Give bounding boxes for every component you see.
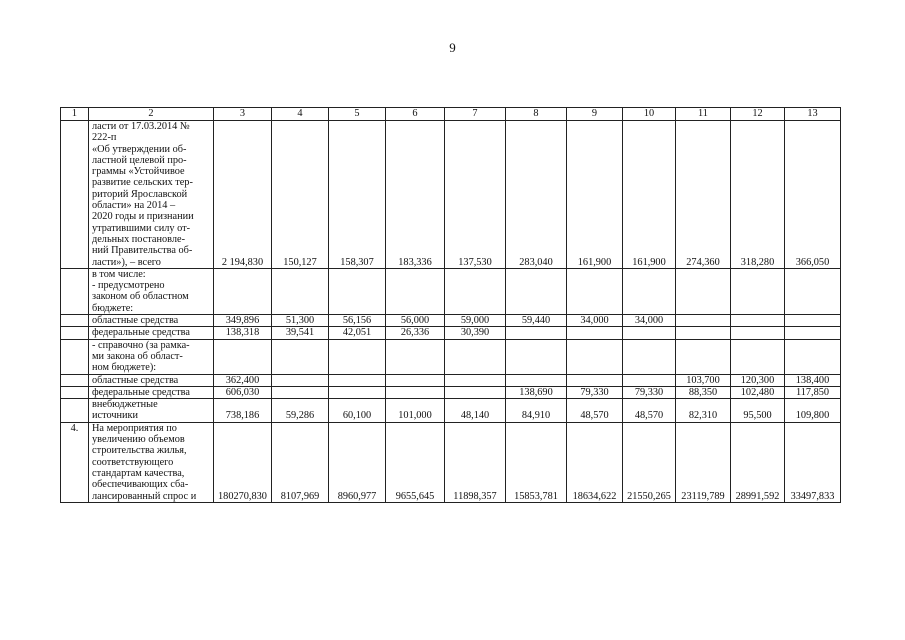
- row-description-cell: [89, 399, 214, 423]
- value-cell: 34,000: [623, 315, 676, 327]
- value-cell: [676, 315, 731, 327]
- description-line: бюджете:: [92, 302, 134, 314]
- row-description-cell: [89, 374, 214, 386]
- value-cell: 15853,781: [506, 422, 567, 502]
- value-cell: [445, 386, 506, 398]
- value-cell: [386, 339, 445, 374]
- table-row: [61, 315, 841, 327]
- table-row: [61, 422, 841, 502]
- row-description-cell: [89, 327, 214, 339]
- value-cell: 30,390: [445, 327, 506, 339]
- description-line: областные средства: [92, 374, 179, 386]
- description-line: ластной целевой про-: [92, 154, 187, 166]
- description-line: в том числе:: [92, 268, 146, 280]
- value-cell: 606,030: [214, 386, 272, 398]
- value-cell: 84,910: [506, 399, 567, 423]
- description-line: граммы «Устойчивое: [92, 166, 185, 178]
- row-description-cell: [89, 121, 214, 269]
- value-cell: [386, 268, 445, 314]
- value-cell: [731, 327, 785, 339]
- row-description-cell: [89, 268, 214, 314]
- value-cell: 318,280: [731, 121, 785, 269]
- value-cell: 42,051: [329, 327, 386, 339]
- value-cell: [445, 339, 506, 374]
- value-cell: 150,127: [272, 121, 329, 269]
- value-cell: 138,318: [214, 327, 272, 339]
- budget-table: [60, 107, 841, 503]
- description-line: областные средства: [92, 315, 179, 327]
- table-row: [61, 386, 841, 398]
- table-row: [61, 121, 841, 269]
- value-cell: 283,040: [506, 121, 567, 269]
- value-cell: 117,850: [785, 386, 841, 398]
- column-header: 3: [214, 108, 272, 121]
- value-cell: 23119,789: [676, 422, 731, 502]
- value-cell: 48,140: [445, 399, 506, 423]
- description-line: соответствующего: [92, 456, 174, 468]
- row-number-cell: [61, 121, 89, 269]
- value-cell: 33497,833: [785, 422, 841, 502]
- value-cell: 274,360: [676, 121, 731, 269]
- value-cell: [272, 268, 329, 314]
- value-cell: [272, 386, 329, 398]
- row-number-cell: [61, 399, 89, 423]
- value-cell: 59,000: [445, 315, 506, 327]
- column-header: 13: [785, 108, 841, 121]
- column-header: 5: [329, 108, 386, 121]
- table-row: [61, 399, 841, 423]
- value-cell: [214, 339, 272, 374]
- value-cell: [386, 386, 445, 398]
- description-line: «Об утверждении об-: [92, 143, 187, 155]
- value-cell: 88,350: [676, 386, 731, 398]
- value-cell: [329, 339, 386, 374]
- value-cell: [623, 268, 676, 314]
- value-cell: 48,570: [567, 399, 623, 423]
- value-cell: 183,336: [386, 121, 445, 269]
- value-cell: [731, 268, 785, 314]
- value-cell: [214, 268, 272, 314]
- column-header: 10: [623, 108, 676, 121]
- description-line: ний Правительства об-: [92, 245, 193, 257]
- description-line: 2020 годы и признании: [92, 211, 194, 223]
- value-cell: [676, 268, 731, 314]
- value-cell: 137,530: [445, 121, 506, 269]
- row-number-cell: [61, 327, 89, 339]
- value-cell: 738,186: [214, 399, 272, 423]
- page-number: 9: [449, 40, 456, 55]
- row-description-cell: [89, 422, 214, 502]
- row-number-cell: [61, 268, 89, 314]
- value-cell: [785, 339, 841, 374]
- description-line: обеспечивающих сба-: [92, 479, 189, 491]
- description-line: риторий Ярославской: [92, 188, 188, 200]
- description-line: ласти от 17.03.2014 №: [92, 121, 190, 132]
- value-cell: [445, 268, 506, 314]
- value-cell: [329, 374, 386, 386]
- value-cell: 120,300: [731, 374, 785, 386]
- description-line: развитие сельских тер-: [92, 177, 193, 189]
- value-cell: 21550,265: [623, 422, 676, 502]
- description-line: внебюджетные: [92, 399, 158, 411]
- table-row: [61, 339, 841, 374]
- value-cell: 109,800: [785, 399, 841, 423]
- value-cell: [785, 315, 841, 327]
- value-cell: 103,700: [676, 374, 731, 386]
- row-number-cell: [61, 339, 89, 374]
- row-number-cell: [61, 315, 89, 327]
- value-cell: 349,896: [214, 315, 272, 327]
- value-cell: [329, 268, 386, 314]
- value-cell: 362,400: [214, 374, 272, 386]
- value-cell: 158,307: [329, 121, 386, 269]
- description-line: дельных постановле-: [92, 233, 185, 245]
- column-header: 2: [89, 108, 214, 121]
- value-cell: 8960,977: [329, 422, 386, 502]
- value-cell: 56,156: [329, 315, 386, 327]
- value-cell: [506, 339, 567, 374]
- value-cell: [506, 374, 567, 386]
- value-cell: 2 194,830: [214, 121, 272, 269]
- description-line: области» на 2014 –: [92, 200, 176, 212]
- value-cell: 26,336: [386, 327, 445, 339]
- description-line: источники: [92, 410, 139, 422]
- value-cell: 60,100: [329, 399, 386, 423]
- value-cell: 95,500: [731, 399, 785, 423]
- value-cell: [272, 374, 329, 386]
- description-line: законом об областном: [92, 291, 189, 303]
- description-line: 222-п: [92, 132, 117, 144]
- value-cell: [567, 327, 623, 339]
- value-cell: [731, 315, 785, 327]
- value-cell: 79,330: [623, 386, 676, 398]
- table-row: [61, 327, 841, 339]
- value-cell: 59,286: [272, 399, 329, 423]
- value-cell: 28991,592: [731, 422, 785, 502]
- value-cell: [386, 374, 445, 386]
- description-line: увеличению объемов: [92, 434, 185, 446]
- value-cell: 51,300: [272, 315, 329, 327]
- value-cell: 102,480: [731, 386, 785, 398]
- column-number-row: [61, 108, 841, 121]
- value-cell: 48,570: [623, 399, 676, 423]
- description-line: федеральные средства: [92, 386, 190, 398]
- value-cell: 34,000: [567, 315, 623, 327]
- value-cell: [329, 386, 386, 398]
- description-line: лансированный спрос и: [92, 490, 197, 502]
- row-number-cell: [61, 374, 89, 386]
- row-description-cell: [89, 386, 214, 398]
- description-line: На мероприятия по: [92, 422, 177, 434]
- row-number-cell: [61, 386, 89, 398]
- table-row: [61, 268, 841, 314]
- description-line: строительства жилья,: [92, 445, 187, 457]
- value-cell: 79,330: [567, 386, 623, 398]
- column-header: 7: [445, 108, 506, 121]
- value-cell: [445, 374, 506, 386]
- value-cell: [785, 268, 841, 314]
- description-line: федеральные средства: [92, 327, 190, 339]
- column-header: 1: [61, 108, 89, 121]
- description-line: ми закона об област-: [92, 350, 183, 362]
- value-cell: 11898,357: [445, 422, 506, 502]
- value-cell: 138,400: [785, 374, 841, 386]
- column-header: 12: [731, 108, 785, 121]
- description-line: стандартам качества,: [92, 467, 185, 479]
- value-cell: [567, 339, 623, 374]
- value-cell: 9655,645: [386, 422, 445, 502]
- value-cell: [567, 374, 623, 386]
- value-cell: 138,690: [506, 386, 567, 398]
- value-cell: 39,541: [272, 327, 329, 339]
- value-cell: 82,310: [676, 399, 731, 423]
- value-cell: 8107,969: [272, 422, 329, 502]
- value-cell: 59,440: [506, 315, 567, 327]
- value-cell: [676, 339, 731, 374]
- value-cell: [623, 374, 676, 386]
- value-cell: [506, 327, 567, 339]
- description-line: утратившими силу от-: [92, 222, 191, 234]
- column-header: 9: [567, 108, 623, 121]
- description-line: ласти»), – всего: [92, 256, 161, 268]
- value-cell: 180270,830: [214, 422, 272, 502]
- description-line: ном бюджете):: [92, 362, 157, 374]
- value-cell: 56,000: [386, 315, 445, 327]
- row-description-cell: [89, 339, 214, 374]
- value-cell: [272, 339, 329, 374]
- column-header: 8: [506, 108, 567, 121]
- value-cell: 161,900: [623, 121, 676, 269]
- value-cell: [567, 268, 623, 314]
- value-cell: [785, 327, 841, 339]
- value-cell: 161,900: [567, 121, 623, 269]
- column-header: 11: [676, 108, 731, 121]
- value-cell: [506, 268, 567, 314]
- value-cell: [623, 339, 676, 374]
- column-header: 6: [386, 108, 445, 121]
- table-row: [61, 374, 841, 386]
- value-cell: [676, 327, 731, 339]
- value-cell: [623, 327, 676, 339]
- description-line: - предусмотрено: [92, 280, 165, 292]
- description-line: - справочно (за рамка-: [92, 339, 190, 351]
- row-description-cell: [89, 315, 214, 327]
- value-cell: 101,000: [386, 399, 445, 423]
- column-header: 4: [272, 108, 329, 121]
- value-cell: 18634,622: [567, 422, 623, 502]
- value-cell: [731, 339, 785, 374]
- value-cell: 366,050: [785, 121, 841, 269]
- row-number-cell: 4.: [61, 422, 89, 502]
